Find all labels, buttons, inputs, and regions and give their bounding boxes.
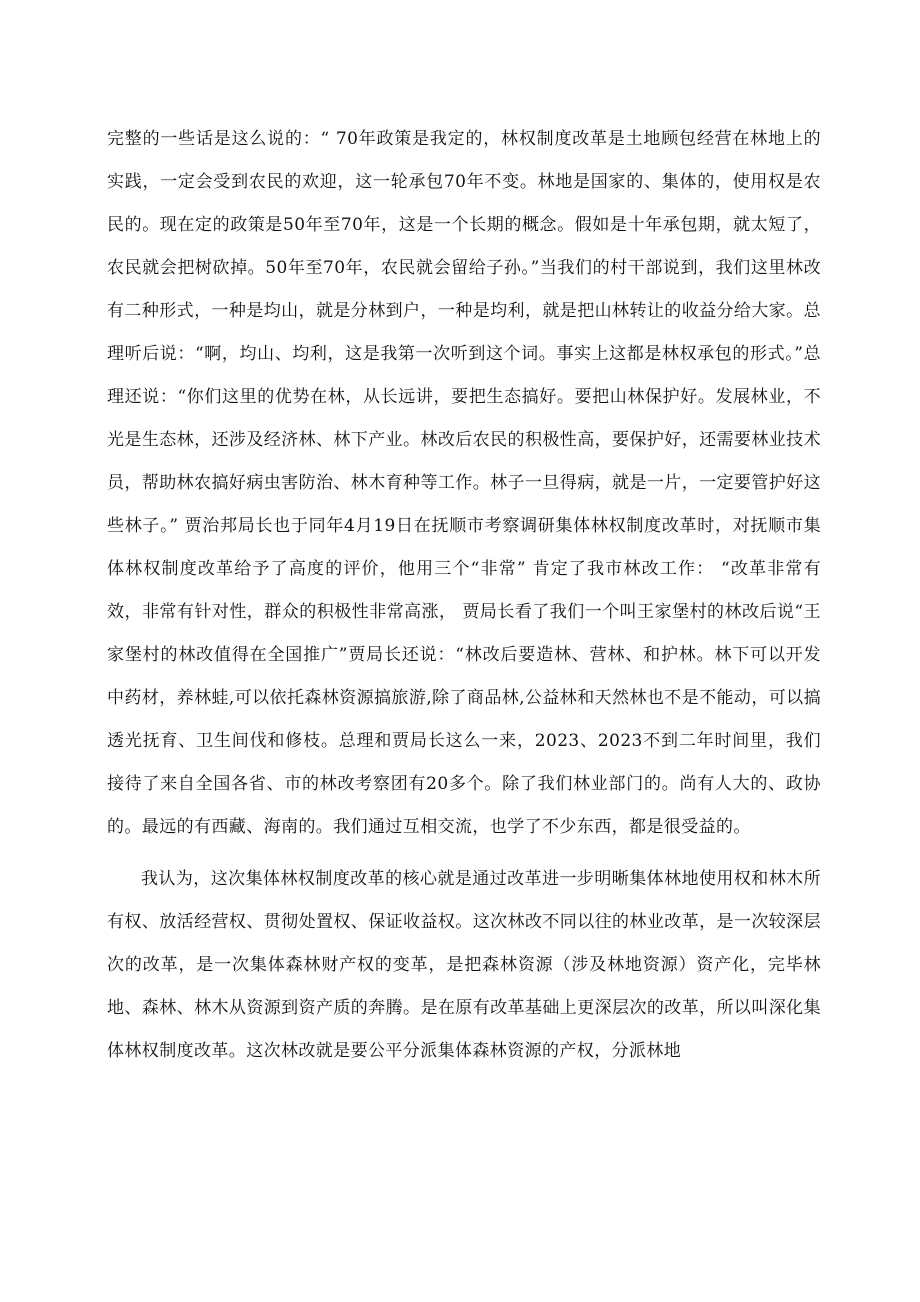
body-paragraph-1: 完整的一些话是这么说的：“ 70年政策是我定的，林权制度改革是土地顾包经营在林地上的实践，一定会受到农民的欢迎，这一轮承包70年不变。林地是国家的、集体的，使用权是农民的。现在定的政策是50年至70年，这是一个长期的概念。假如是十年承包期，就太短了，农民就会把树砍掉。50年至70年，农民就会留给子孙。”当我们的村干部说到，我们这里林改有二种形式，一种是均山，就是分林到户，一种是均利，就是把山林转让的收益分给大家。总理听后说：“啊，均山、均利，这是我第一次听到这个词。事实上这都是林权承包的形式。”总理还说：“你们这里的优势在林，从长远讲，要把生态搞好。要把山林保护好。发展林业，不光是生态林，还涉及经济林、林下产业。林改后农民的积极性高，要保护好，还需要林业技术员，帮助林农搞好病虫害防治、林木育种等工作。林子一旦得病，就是一片，一定要管护好这些林子。” 贾治邦局长也于同年4月19日在抚顺市考察调研集体林权制度改革时，对抚顺市集体林权制度改革给予了高度的评价，他用三个“非常” 肯定了我市林改工作： “改革非常有效，非常有针对性，群众的积极性非常高涨， 贾局长看了我们一个叫王家堡村的林改后说“王家堡村的林改值得在全国推广”贾局长还说：“林改后要造林、营林、和护林。林下可以开发中药材，养林蛙,可以依托森林资源搞旅游,除了商品林,公益林和天然林也不是不能动，可以搞透光抚育、卫生间伐和修枝。总理和贾局长这么一来，2023、2023不到二年时间里，我们接待了来自全国各省、市的林改考察团有20多个。除了我们林业部门的。尚有人大的、政协的。最远的有西藏、海南的。我们通过互相交流，也学了不少东西，都是很受益的。 — [107, 129, 821, 837]
document-page — [107, 118, 821, 1073]
body-paragraph-2: 我认为，这次集体林权制度改革的核心就是通过改革进一步明晰集体林地使用权和林木所有权、放活经营权、贯彻处置权、保证收益权。这次林改不同以往的林业改革，是一次较深层次的改革，是一次集体森林财产权的变革，是把森林资源（涉及林地资源）资产化，完毕林地、森林、林木从资源到资产质的奔腾。是在原有改革基础上更深层次的改革，所以叫深化集体林权制度改革。这次林改就是要公平分派集体森林资源的产权，分派林地 — [107, 869, 821, 1061]
